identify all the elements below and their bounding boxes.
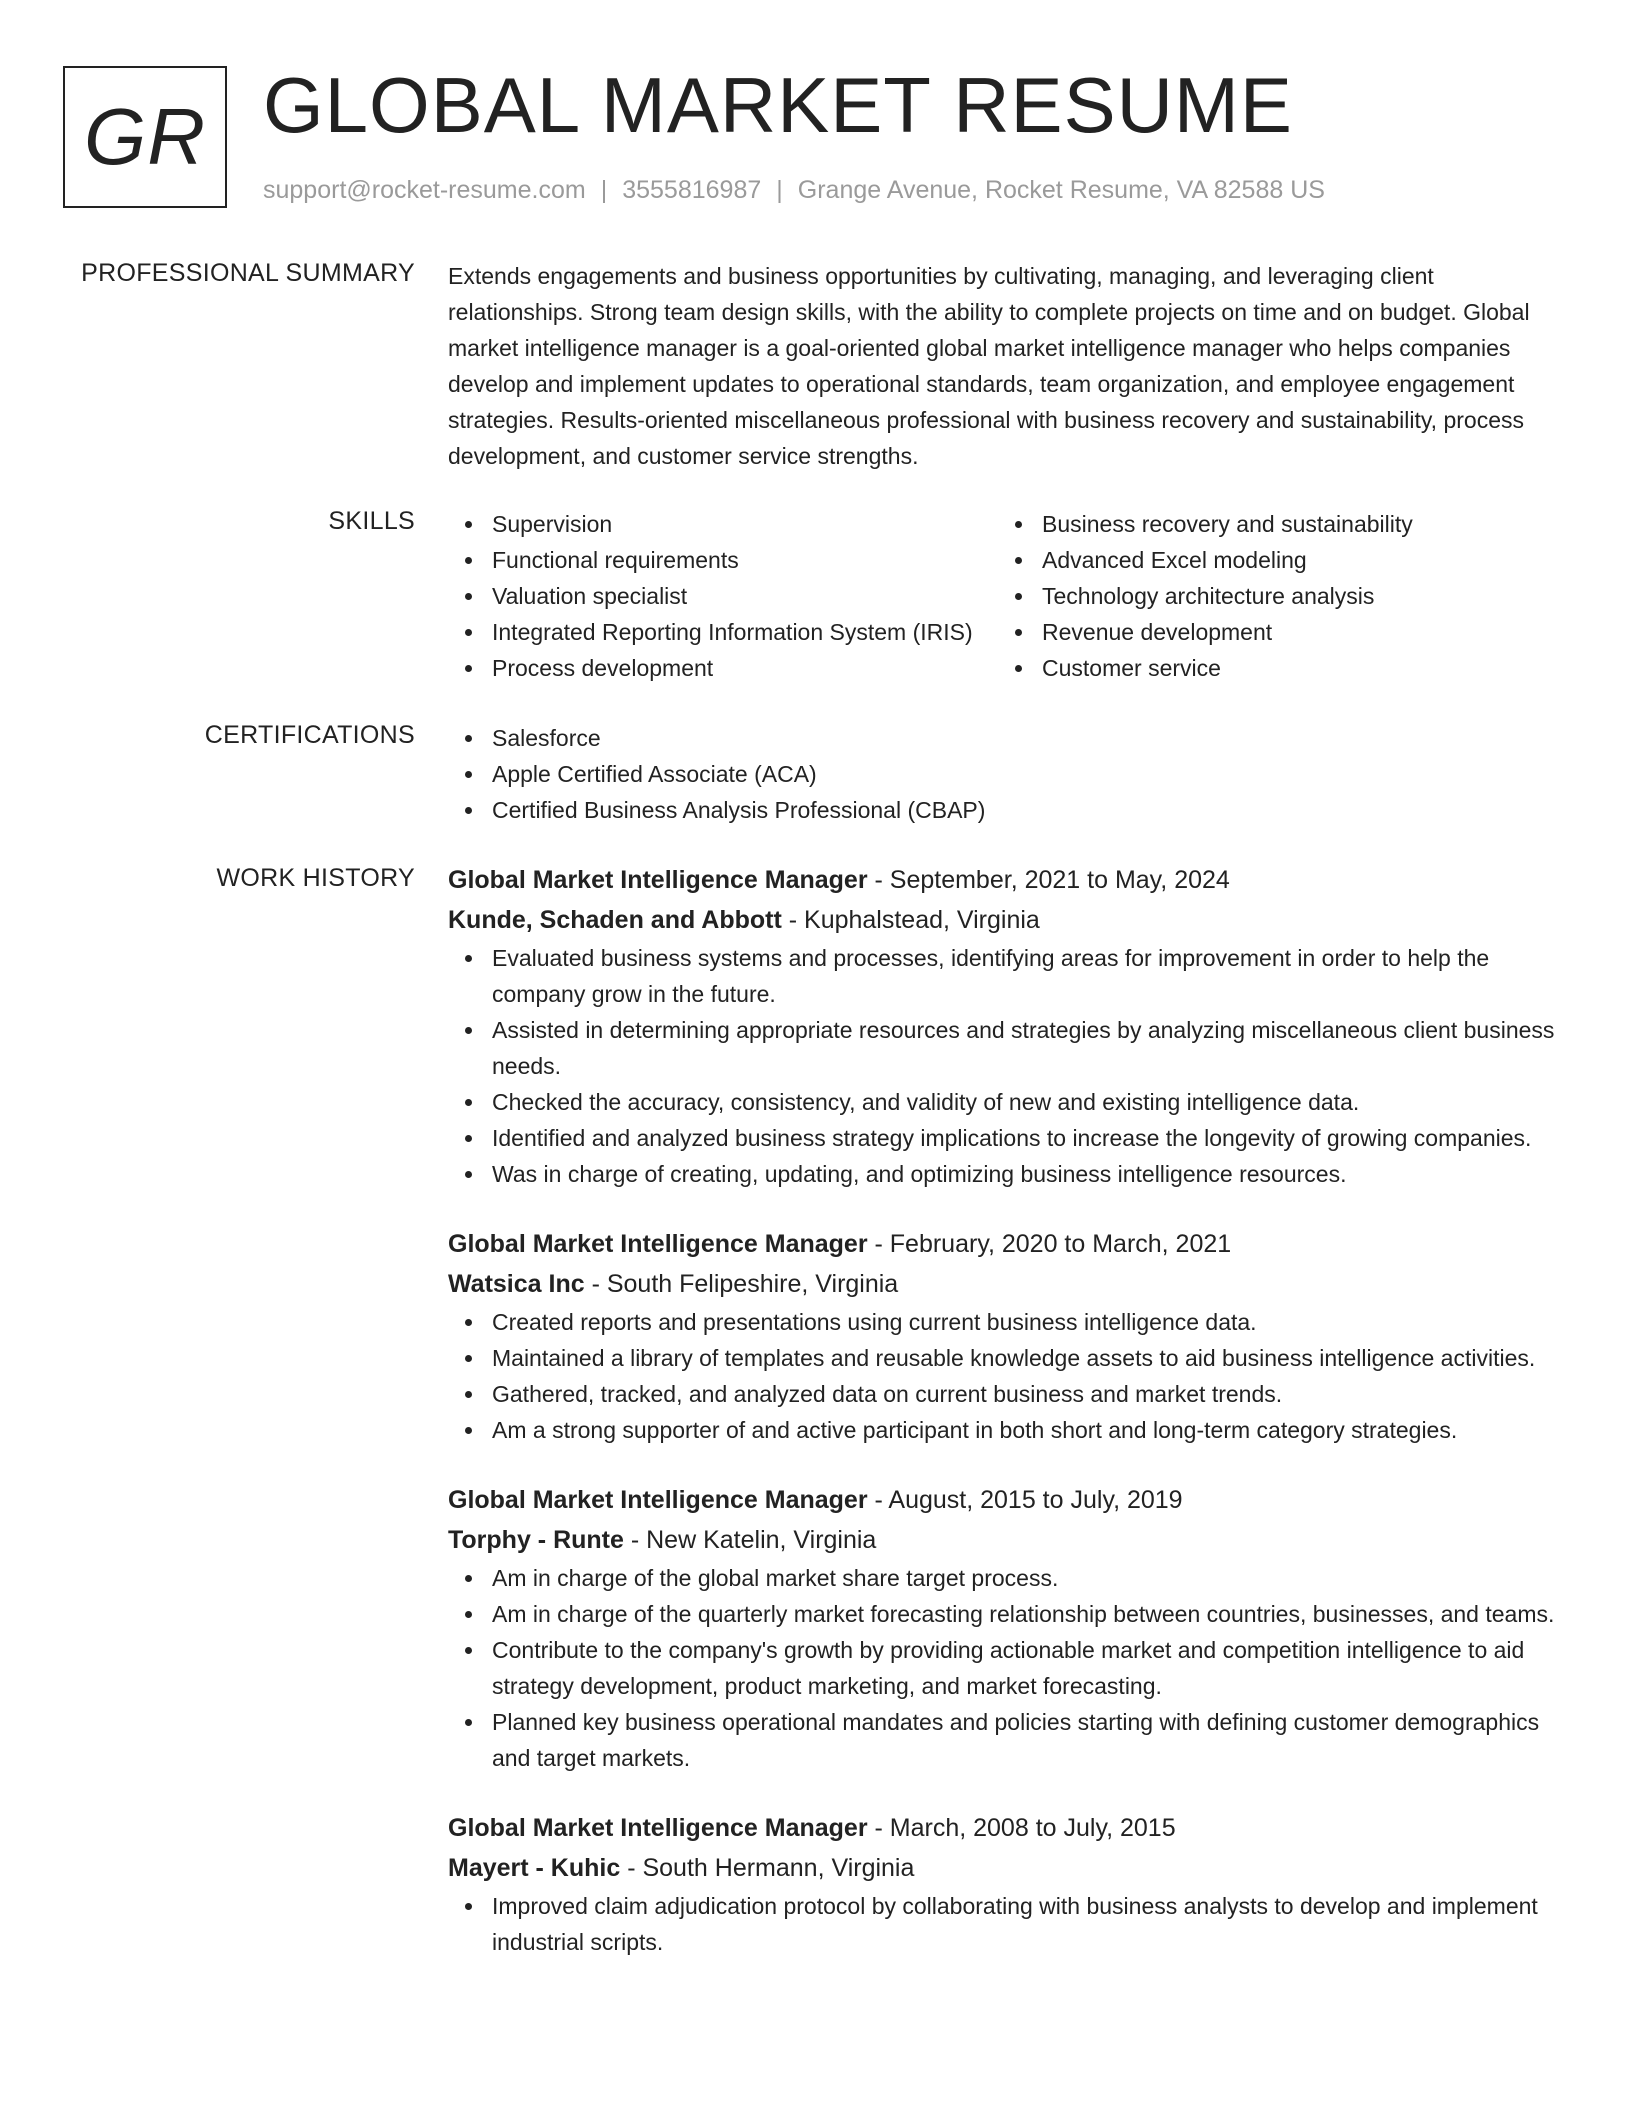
section-label-work-history: WORK HISTORY [216,864,415,892]
job-dates: - September, 2021 to May, 2024 [867,866,1230,894]
job-company-line [448,1520,1568,1560]
job-company-line [448,1848,1568,1888]
skill-item: Process development [448,650,998,686]
skill-item: Valuation specialist [448,578,998,614]
contact-address: Grange Avenue, Rocket Resume, VA 82588 US [797,176,1325,204]
contact-separator: | [776,176,783,204]
job-bullets [448,1888,1568,1960]
certification-item: Certified Business Analysis Professional (CBAP) [448,792,1568,828]
job-company-line [448,1264,1568,1304]
certification-item: Salesforce [448,720,1568,756]
section-label-certifications: CERTIFICATIONS [204,721,415,749]
certification-item: Apple Certified Associate (ACA) [448,756,1568,792]
job-entry [448,1480,1568,1776]
job-entry [448,1808,1568,1960]
skill-item: Advanced Excel modeling [998,542,1548,578]
job-title-line [448,1224,1568,1264]
job-location: - South Hermann, Virginia [620,1854,915,1882]
contact-email[interactable]: support@rocket-resume.com [263,176,586,204]
job-bullet: Created reports and presentations using current business intelligence data. [448,1304,1568,1340]
job-company: Kunde, Schaden and Abbott [448,906,782,934]
job-bullet: Am in charge of the global market share target process. [448,1560,1568,1596]
monogram-badge: GR [63,66,227,208]
skill-item: Technology architecture analysis [998,578,1548,614]
skill-item: Business recovery and sustainability [998,506,1548,542]
section-label-summary: PROFESSIONAL SUMMARY [81,259,415,287]
job-company: Watsica Inc [448,1270,585,1298]
skill-item: Customer service [998,650,1548,686]
job-bullet: Evaluated business systems and processes, identifying areas for improvement in order to help the company grow in the future. [448,940,1568,1012]
job-dates: - August, 2015 to July, 2019 [867,1486,1183,1514]
job-bullet: Am a strong supporter of and active participant in both short and long-term category strategies. [448,1412,1568,1448]
skills-list-left [448,506,998,686]
job-bullet: Am in charge of the quarterly market forecasting relationship between countries, businesses, and teams. [448,1596,1568,1632]
job-title: Global Market Intelligence Manager [448,1814,868,1842]
section-label-skills: SKILLS [328,507,415,535]
job-title-line [448,860,1568,900]
job-bullet: Contribute to the company's growth by providing actionable market and competition intelligence to aid strategy development, product marketing, and market forecasting. [448,1632,1568,1704]
summary-text: Extends engagements and business opportunities by cultivating, managing, and leveraging client relationships. Strong team design skills, with the ability to complete projects on time and on budget. Global market intelligence manager is a goal-oriented global market intelligence manager who helps companies develop and implement updates to operational standards, team organization, and employee engagement strategies. Results-oriented miscellaneous professional with business recovery and sustainability, process development, and customer service strengths. [448,263,1530,469]
job-company: Torphy - Runte [448,1526,624,1554]
resume-header [63,61,1572,210]
job-bullet: Planned key business operational mandates and policies starting with defining customer demographics and target markets. [448,1704,1568,1776]
job-bullet: Gathered, tracked, and analyzed data on current business and market trends. [448,1376,1568,1412]
job-bullet: Improved claim adjudication protocol by collaborating with business analysts to develop and implement industrial scripts. [448,1888,1568,1960]
job-location: - South Felipeshire, Virginia [584,1270,899,1298]
job-company-line [448,900,1568,940]
resume-title: GLOBAL MARKET RESUME [263,61,1293,149]
job-title-line [448,1808,1568,1848]
job-entry [448,860,1568,1192]
skill-item: Integrated Reporting Information System (IRIS) [448,614,998,650]
skill-item: Supervision [448,506,998,542]
job-bullet: Was in charge of creating, updating, and optimizing business intelligence resources. [448,1156,1568,1192]
job-entry [448,1224,1568,1448]
job-dates: - March, 2008 to July, 2015 [867,1814,1176,1842]
job-bullet: Checked the accuracy, consistency, and validity of new and existing intelligence data. [448,1084,1568,1120]
job-dates: - February, 2020 to March, 2021 [867,1230,1232,1258]
skill-item: Revenue development [998,614,1548,650]
certifications-list [448,720,1568,828]
skills-grid [448,506,1568,686]
job-location: - New Katelin, Virginia [623,1526,877,1554]
job-company: Mayert - Kuhic [448,1854,621,1882]
work-history-body [448,860,1568,1992]
job-bullet: Identified and analyzed business strategy implications to increase the longevity of growing companies. [448,1120,1568,1156]
job-title: Global Market Intelligence Manager [448,1230,868,1258]
job-bullets [448,1560,1568,1776]
contact-separator: | [600,176,608,204]
certifications-body [448,720,1568,828]
job-title: Global Market Intelligence Manager [448,866,868,894]
job-title: Global Market Intelligence Manager [448,1486,868,1514]
job-bullet: Maintained a library of templates and reusable knowledge assets to aid business intelligence activities. [448,1340,1568,1376]
job-bullet: Assisted in determining appropriate resources and strategies by analyzing miscellaneous client business needs. [448,1012,1568,1084]
summary-body [448,258,1568,474]
job-location: - Kuphalstead, Virginia [781,906,1040,934]
contact-phone[interactable]: 3555816987 [622,176,762,204]
job-bullets [448,1304,1568,1448]
skills-list-right [998,506,1548,686]
job-bullets [448,940,1568,1192]
skill-item: Functional requirements [448,542,998,578]
contact-line [263,176,1325,205]
job-title-line [448,1480,1568,1520]
